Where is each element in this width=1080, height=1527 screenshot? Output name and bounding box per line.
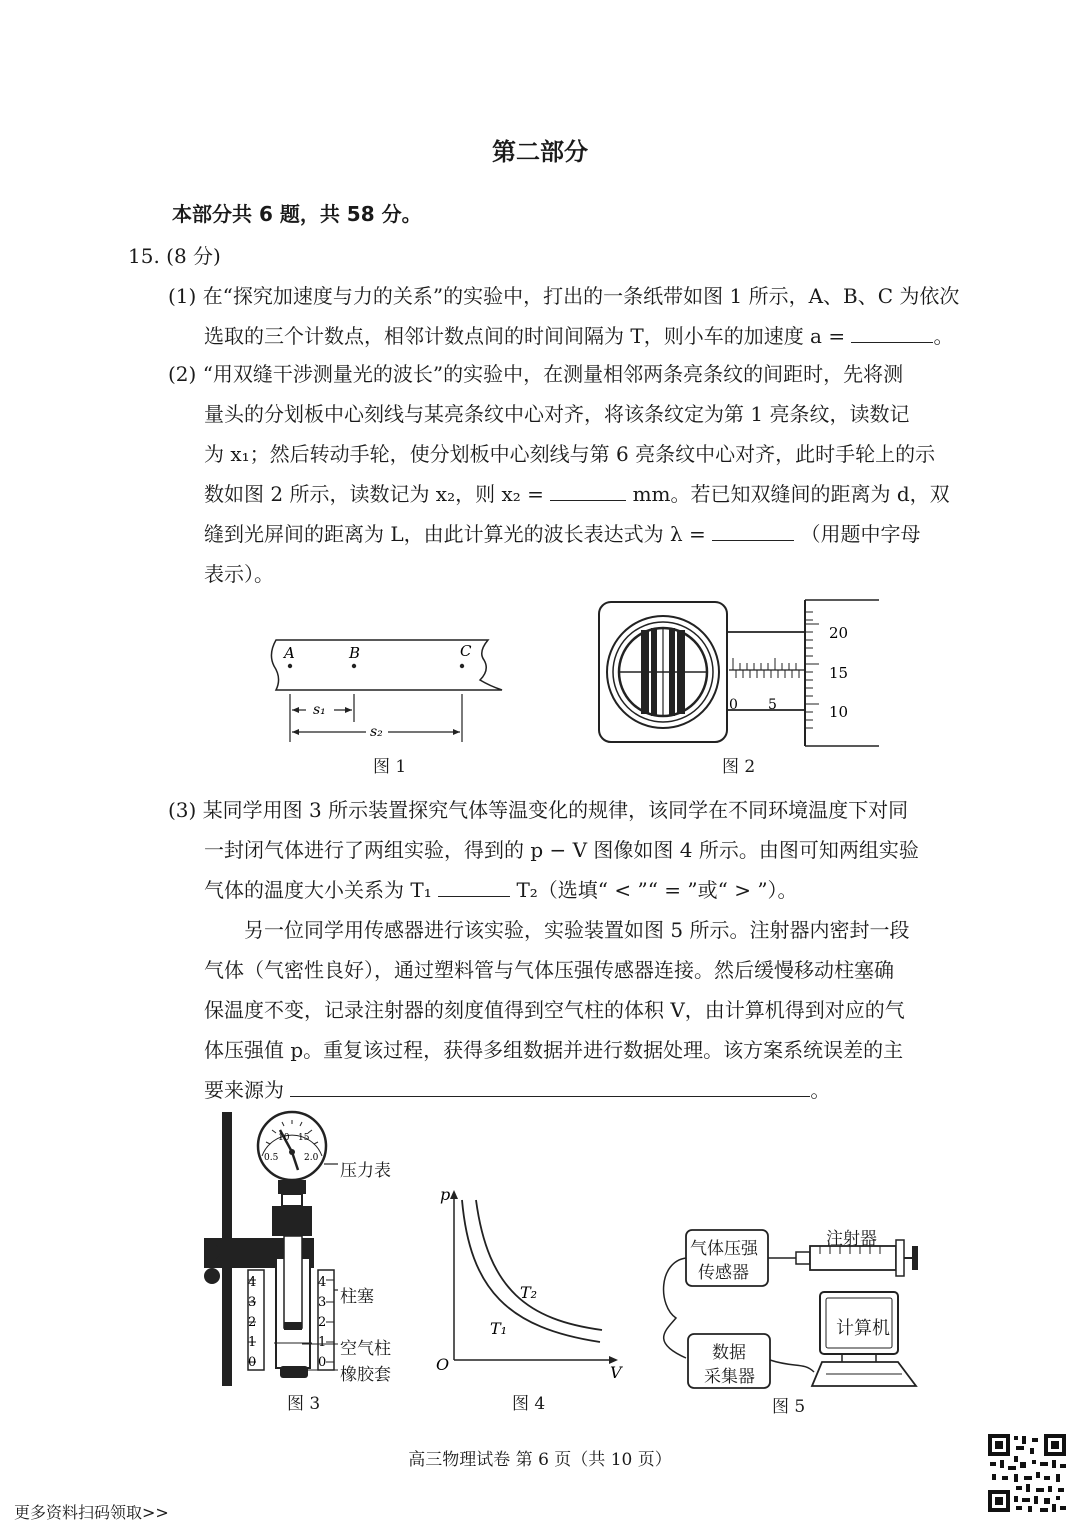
scale-right-0: 0 [318,1355,327,1370]
scale-left-1: 1 [248,1335,257,1350]
curve-t2 [476,1200,602,1330]
label-sensor-line2: 传感器 [698,1263,749,1283]
q15-p2-line2: 量头的分划板中心刻线与某亮条纹中心对齐，将该条纹定为第 1 亮条纹，读数记 [204,402,910,426]
q15-p1-line1: (1) 在“探究加速度与力的关系”的实验中，打出的一条纸带如图 1 所示，A、B、C 为依次 [168,284,960,308]
figure-4-caption: 图 4 [512,1394,546,1414]
main-scale-0: 0 [729,697,738,713]
q15-p3-line3-end: T₂（选填“ < ”“ = ”或“ > ”）。 [516,878,798,902]
answer-blank-acceleration[interactable] [851,324,933,343]
curve-t2-label: T₂ [520,1283,538,1302]
q15-p3-line3 [204,874,798,903]
scale-right-3: 3 [318,1295,327,1310]
curve-t1 [462,1200,600,1342]
thimble-15: 15 [829,664,849,682]
q15-p3-line8-end: 。 [810,1078,831,1102]
label-plunger: 柱塞 [340,1287,374,1307]
gauge-20: 2.0 [304,1153,319,1163]
figure-2-micrometer [595,598,885,748]
scale-right-4: 4 [318,1275,327,1290]
label-sensor-line1: 气体压强 [690,1239,758,1259]
label-syringe: 注射器 [826,1229,877,1249]
syringe-body [810,1246,896,1270]
thimble-20: 20 [829,624,849,642]
point-c [460,664,464,668]
question-number: 15. (8 分) [128,244,221,268]
gauge-10: 10 [278,1133,290,1143]
q15-p3-line7: 体压强值 p。重复该过程，获得多组数据并进行数据处理。该方案系统误差的主 [204,1038,904,1062]
section-intro: 本部分共 6 题，共 58 分。 [172,202,422,226]
gauge-05: 0.5 [264,1153,279,1163]
point-a [288,664,292,668]
figure-3-apparatus [200,1108,430,1388]
q15-p2-line5 [204,518,921,547]
axis-p-label: p [440,1185,451,1204]
label-collector-line1: 数据 [712,1343,746,1363]
scale-left-2: 2 [248,1315,257,1330]
qr-code-icon[interactable] [986,1432,1068,1514]
label-a: A [284,644,295,662]
q15-p3-line3-text: 气体的温度大小关系为 T₁ [204,878,432,902]
scale-left-3: 3 [248,1295,257,1310]
scale-left-0: 0 [248,1355,257,1370]
q15-p1-line2-text: 选取的三个计数点，相邻计数点间的时间间隔为 T，则小车的加速度 a = [204,324,846,348]
figure-5-caption: 图 5 [772,1397,806,1417]
answer-blank-wavelength[interactable] [712,522,794,541]
label-computer: 计算机 [836,1318,890,1339]
section-title: 第二部分 [492,138,588,166]
figure-4-pv-graph [428,1180,628,1380]
label-pressure-gauge: 压力表 [340,1161,391,1181]
page-footer: 高三物理试卷 第 6 页（共 10 页） [408,1450,672,1470]
q15-p1-line2-end: 。 [933,324,954,348]
q15-p3-line4: 另一位同学用传感器进行该实验，实验装置如图 5 所示。注射器内密封一段 [244,918,910,942]
label-b: B [349,644,361,662]
q15-p2-line5-text: 缝到光屏间的距离为 L，由此计算光的波长表达式为 λ = [204,522,706,546]
q15-p3-line5: 气体（气密性良好），通过塑料管与气体压强传感器连接。然后缓慢移动柱塞确 [204,958,894,982]
scale-right-2: 2 [318,1315,327,1330]
q15-p3-line6: 保温度不变，记录注射器的刻度值得到空气柱的体积 V，由计算机得到对应的气 [204,998,905,1022]
main-scale-5: 5 [768,697,777,713]
label-rubber-cap: 橡胶套 [340,1365,391,1385]
q15-p3-line8 [204,1074,830,1103]
label-c: C [460,642,472,660]
q15-p2-line6: 表示）。 [204,562,274,586]
figure-2-caption: 图 2 [722,757,756,777]
q15-p3-line2: 一封闭气体进行了两组实验，得到的 p − V 图像如图 4 所示。由图可知两组实验 [204,838,919,862]
label-s1: s₁ [313,702,326,718]
label-air-column: 空气柱 [340,1339,391,1359]
q15-p1-line2 [204,320,953,349]
q15-p2-line4-text: 数如图 2 所示，读数记为 x₂，则 x₂ = [204,482,544,506]
answer-blank-error-source[interactable] [290,1078,810,1097]
origin-label: O [436,1355,450,1374]
label-s2: s₂ [370,724,383,740]
figure-1-caption: 图 1 [373,757,407,777]
q15-p2-line1: (2) “用双缝干涉测量光的波长”的实验中，在测量相邻两条亮条纹的间距时，先将测 [168,362,904,386]
q15-p3-line1: (3) 某同学用图 3 所示装置探究气体等温变化的规律，该同学在不同环境温度下对同 [168,798,909,822]
q15-p2-line3: 为 x₁；然后转动手轮，使分划板中心刻线与第 6 亮条纹中心对齐，此时手轮上的示 [204,442,936,466]
answer-blank-x2[interactable] [550,482,626,501]
axis-v-label: V [610,1363,622,1380]
curve-t1-label: T₁ [490,1319,508,1338]
answer-blank-temperature[interactable] [438,878,510,897]
point-b [352,664,356,668]
figure-3-caption: 图 3 [287,1394,321,1414]
q15-p2-line5-end: （用题中字母 [800,522,921,546]
q15-p3-line8-text: 要来源为 [204,1078,284,1102]
scale-left-4: 4 [248,1275,257,1290]
gauge-15: 15 [298,1133,310,1143]
more-resources-link[interactable]: 更多资料扫码领取>> [14,1503,169,1522]
scale-right-1: 1 [318,1335,327,1350]
thimble-10: 10 [829,703,849,721]
q15-p2-line4 [204,478,950,507]
q15-p2-line4-end: mm。若已知双缝间的距离为 d，双 [632,482,950,506]
label-collector-line2: 采集器 [704,1367,755,1387]
figure-1-tape [262,630,522,750]
